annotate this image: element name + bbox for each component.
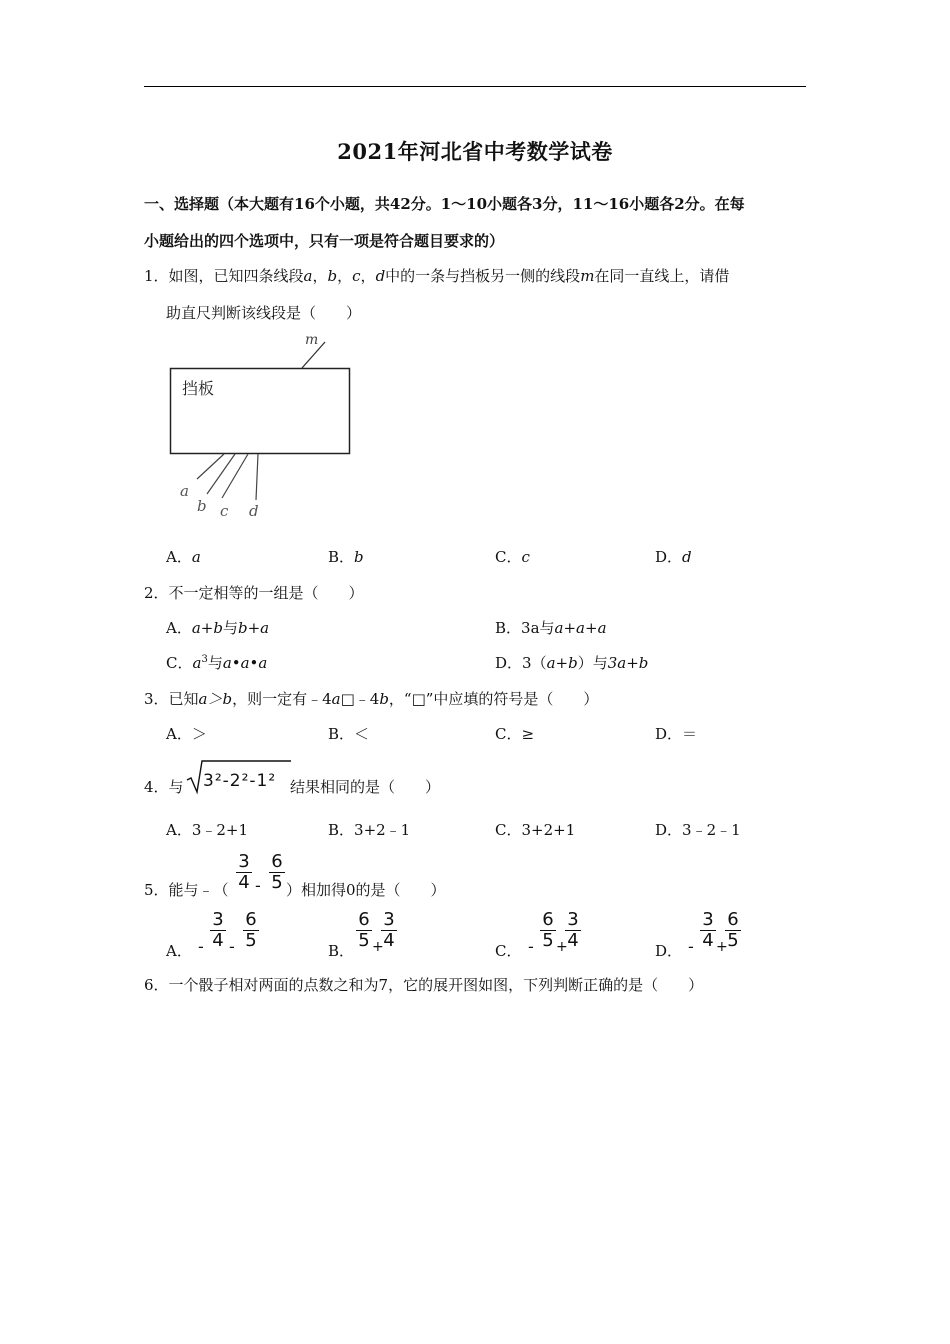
q1-option-b[interactable] — [328, 546, 364, 567]
option-value: 3﹣2+1 — [191, 821, 249, 839]
denominator: 5 — [542, 930, 554, 951]
option-operator: + — [716, 939, 728, 955]
expr: a•a•a — [222, 654, 268, 672]
conj: ）与 — [577, 654, 608, 672]
option-value: 3+2﹣1 — [354, 821, 411, 839]
option-fraction-2 — [565, 911, 581, 950]
option-letter: C． — [495, 942, 522, 960]
q3-option-b[interactable] — [328, 723, 369, 744]
q1-text: 中的一条与挡板另一侧的线段 — [385, 267, 581, 285]
numerator: 3 — [238, 851, 250, 872]
option-value: ≥ — [521, 725, 535, 743]
option-operator: + — [372, 939, 384, 955]
q3-stem — [144, 688, 598, 709]
option-operator: - — [229, 937, 235, 956]
radicand: 3²-2²-1² — [203, 771, 277, 791]
numerator: 6 — [727, 909, 739, 930]
denominator: 5 — [727, 930, 739, 951]
q1-sep: ， — [360, 267, 376, 285]
segment-b — [207, 454, 235, 494]
denominator: 5 — [271, 872, 283, 893]
denominator: 4 — [212, 930, 224, 951]
section-heading-line2: 小题给出的四个选项中，只有一项是符合题目要求的） — [144, 232, 505, 250]
option-letter: B． — [328, 942, 355, 960]
q3-option-c[interactable] — [495, 723, 534, 744]
q4-option-c[interactable] — [495, 819, 575, 840]
q3-expr: b — [379, 690, 389, 708]
option-letter: A． — [166, 942, 192, 960]
q4-option-a[interactable] — [166, 819, 248, 840]
expr: 3a+b — [607, 654, 649, 672]
denominator: 4 — [238, 872, 250, 893]
option-letter: A． — [166, 821, 192, 839]
q1-var-m: m — [580, 267, 595, 285]
label-a: a — [180, 482, 189, 500]
denominator: 4 — [567, 930, 579, 951]
option-letter: D． — [655, 725, 683, 743]
q3-expr: a＞b — [198, 690, 233, 708]
numerator: 6 — [271, 851, 283, 872]
option-sign: - — [688, 937, 694, 956]
option-letter: D． — [655, 942, 683, 960]
section-heading-line1: 一、选择题（本大题有16个小题，共42分。1～10小题各3分，11～16小题各2分。在每 — [144, 195, 745, 213]
numerator: 3 — [567, 909, 579, 930]
q1-var-c: c — [352, 267, 361, 285]
option-fraction-1 — [540, 911, 556, 950]
option-fraction-1 — [700, 911, 716, 950]
denominator: 4 — [383, 930, 395, 951]
q5-fraction-2 — [269, 853, 285, 892]
option-sign: - — [198, 937, 204, 956]
q1-var-d: d — [375, 267, 386, 285]
label-c: c — [220, 502, 229, 520]
option-letter: A． — [166, 548, 192, 566]
option-letter: D． — [495, 654, 523, 672]
option-fraction-2 — [725, 911, 741, 950]
option-letter: D． — [655, 821, 683, 839]
q3-text: □﹣4 — [340, 690, 380, 708]
option-value: ＝ — [682, 725, 698, 743]
numerator: 3 — [212, 909, 224, 930]
q4-sqrt — [185, 758, 293, 796]
denominator: 5 — [245, 930, 257, 951]
q1-sep: ， — [312, 267, 328, 285]
numerator: 3 — [702, 909, 714, 930]
q1-sep: ， — [337, 267, 353, 285]
numerator: 6 — [245, 909, 257, 930]
page-title: 2021年河北省中考数学试卷 — [337, 139, 613, 164]
q1-option-d[interactable] — [655, 546, 692, 567]
label-b: b — [197, 497, 207, 515]
option-letter: B． — [328, 725, 355, 743]
q5-suffix: ）相加得0的是（ ） — [286, 881, 446, 899]
expr: a — [192, 654, 202, 672]
label-m: m — [305, 332, 319, 348]
q1-text: 在同一直线上，请借 — [594, 267, 730, 285]
expr: a+a+a — [554, 619, 607, 637]
q5-operator: - — [255, 876, 261, 895]
expr: 3（ — [522, 654, 547, 672]
option-fraction-2 — [243, 911, 259, 950]
option-letter: C． — [495, 548, 522, 566]
q3-text: ，则一定有﹣4 — [232, 690, 332, 708]
conj: 与 — [222, 619, 238, 637]
option-value: d — [682, 548, 692, 566]
denominator: 4 — [702, 930, 714, 951]
option-sign: - — [528, 937, 534, 956]
q1-figure — [165, 330, 365, 525]
option-fraction-1 — [356, 911, 372, 950]
header-rule — [144, 86, 806, 87]
expr: b+a — [237, 619, 270, 637]
q3-text: ，“□”中应填的符号是（ ） — [388, 690, 599, 708]
expr: a+b — [546, 654, 578, 672]
q4-prefix: 4．与 — [144, 778, 184, 796]
q2-option-d[interactable] — [495, 652, 648, 673]
q1-var-a: a — [303, 267, 313, 285]
option-fraction-1 — [210, 911, 226, 950]
option-value: ＜ — [354, 725, 370, 743]
option-letter: A． — [166, 619, 192, 637]
option-value: c — [521, 548, 530, 566]
option-letter: C． — [166, 654, 193, 672]
q1-option-a[interactable] — [166, 546, 201, 567]
q6-stem: 6．一个骰子相对两面的点数之和为7，它的展开图如图，下列判断正确的是（ ） — [144, 976, 704, 994]
option-value: 3+2+1 — [521, 821, 576, 839]
option-value: a — [191, 548, 201, 566]
q2-option-c[interactable] — [166, 652, 267, 673]
numerator: 6 — [542, 909, 554, 930]
option-letter: B． — [328, 548, 355, 566]
label-d: d — [249, 502, 259, 520]
q3-expr: a — [331, 690, 341, 708]
q4-suffix: 结果相同的是（ ） — [290, 778, 441, 796]
option-fraction-2 — [381, 911, 397, 950]
numerator: 6 — [358, 909, 370, 930]
conj: 与 — [539, 619, 555, 637]
q1-text: 1．如图，已知四条线段 — [144, 267, 304, 285]
q2-option-a[interactable] — [166, 617, 269, 638]
option-letter: B． — [495, 619, 522, 637]
segment-c — [222, 454, 248, 498]
option-operator: + — [556, 939, 568, 955]
option-value: ＞ — [191, 725, 207, 743]
q1-stem-line1 — [144, 265, 729, 286]
option-letter: C． — [495, 725, 522, 743]
q5-fraction-1 — [236, 853, 252, 892]
q5-prefix: 5．能与﹣（ — [144, 881, 229, 899]
denominator: 5 — [358, 930, 370, 951]
option-letter: C． — [495, 821, 522, 839]
q1-option-c[interactable] — [495, 546, 530, 567]
q3-option-a[interactable] — [166, 723, 207, 744]
q4-option-d[interactable] — [655, 819, 741, 840]
q3-text: 3．已知 — [144, 690, 199, 708]
q2-stem: 2．不一定相等的一组是（ ） — [144, 584, 364, 602]
q4-option-b[interactable] — [328, 819, 410, 840]
board-label: 挡板 — [182, 379, 215, 398]
exponent: 3 — [201, 654, 208, 665]
expr: a+b — [191, 619, 223, 637]
segment-d — [256, 454, 258, 500]
option-value: b — [354, 548, 364, 566]
option-value: 3﹣2﹣1 — [682, 821, 741, 839]
expr: 3a — [521, 619, 540, 637]
q2-option-b[interactable] — [495, 617, 607, 638]
q1-var-b: b — [327, 267, 338, 285]
option-letter: A． — [166, 725, 192, 743]
q3-option-d[interactable] — [655, 723, 697, 744]
option-letter: B． — [328, 821, 355, 839]
conj: 与 — [207, 654, 223, 672]
numerator: 3 — [383, 909, 395, 930]
q1-stem-line2: 助直尺判断该线段是（ ） — [166, 304, 362, 322]
option-letter: D． — [655, 548, 683, 566]
